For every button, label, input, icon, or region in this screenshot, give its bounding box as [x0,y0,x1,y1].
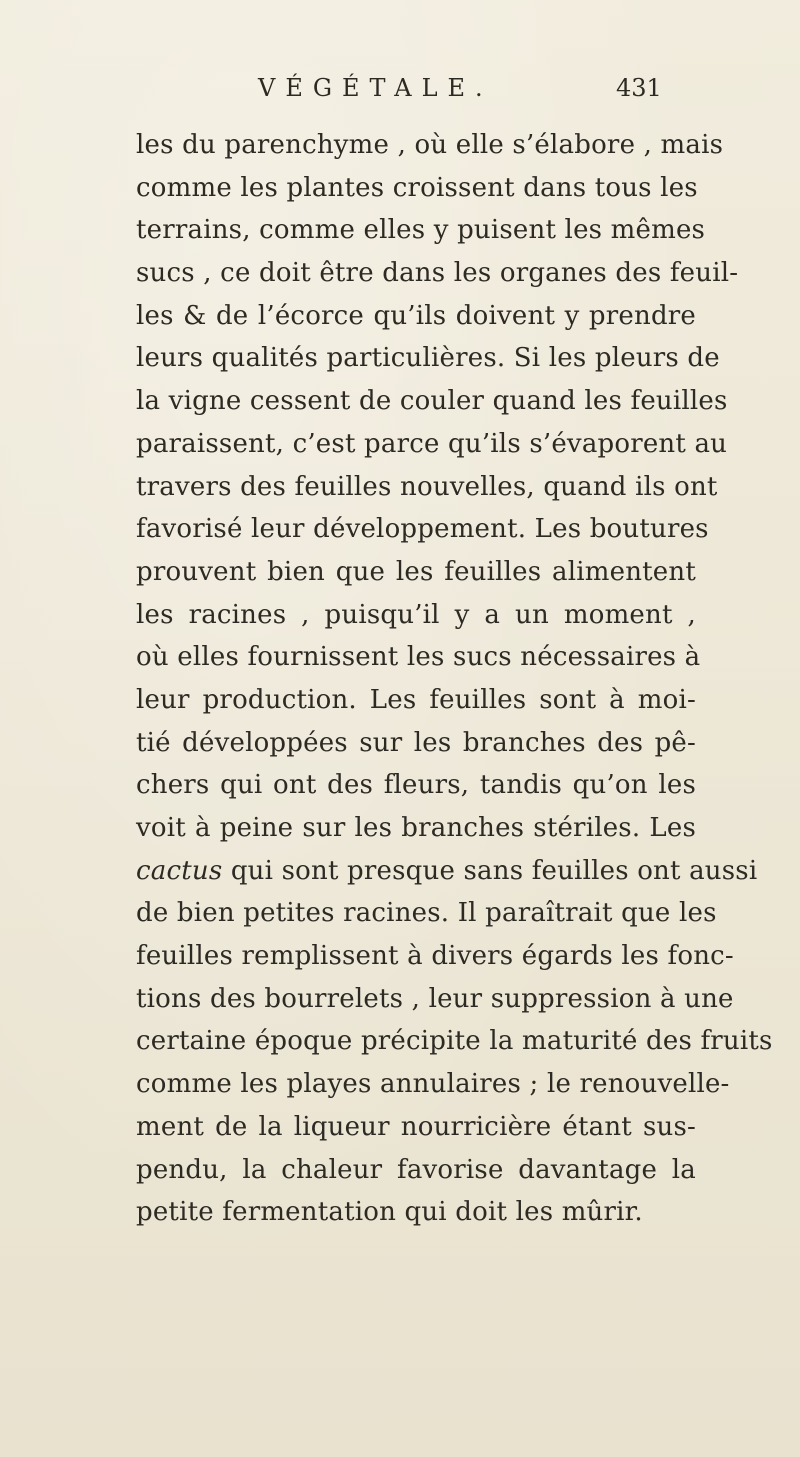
running-title: VÉGÉTALE. [258,74,493,102]
text-line: travers des feuilles nouvelles, quand ils ont [136,471,718,502]
text-line: favorisé leur développement. Les boutures [136,514,709,545]
body-text [136,124,773,1234]
running-head [238,74,662,114]
text-line: les du parenchyme , où elle s’élabore , mais [136,130,724,160]
text-line: sucs , ce doit être dans les organes des feuil- [136,258,739,289]
text-line: où elles fournissent les sucs nécessaires à [136,642,701,673]
text-line: de bien petites racines. Il paraîtrait que les [136,898,717,929]
text-line: tié développées sur les branches des pê- [136,727,696,758]
text-line: comme les plantes croissent dans tous les [136,172,698,203]
page-number: 431 [616,74,662,102]
text-line: feuilles remplissent à divers égards les fonc- [136,941,734,972]
text-line: comme les playes annulaires ; le renouvelle- [136,1069,730,1100]
text-line-rest: qui sont presque sans feuilles ont aussi [222,855,758,886]
text-line: voit à peine sur les branches stériles. Les [136,813,696,843]
text-line: la vigne cessent de couler quand les feuilles [136,386,728,417]
text-line-cactus [136,850,758,893]
text-line: ment de la liqueur nourricière étant sus- [136,1111,696,1142]
text-line: leurs qualités particulières. Si les pleurs de [136,343,720,374]
text-line: les racines , puisqu’il y a un moment , [136,599,696,630]
text-line-last: petite fermentation qui doit les mûrir. [136,1197,643,1228]
italic-word: cactus [136,855,223,886]
text-line: paraissent, c’est parce qu’ils s’évaporent au [136,428,728,459]
text-line: certaine époque précipite la maturité des fruits [136,1026,773,1057]
text-line: leur production. Les feuilles sont à moi- [136,684,696,715]
text-line: tions des bourrelets , leur suppression à une [136,983,734,1014]
text-line: chers qui ont des fleurs, tandis qu’on les [136,770,696,801]
text-line: terrains, comme elles y puisent les mêmes [136,215,706,246]
text-line: pendu, la chaleur favorise davantage la [136,1154,696,1185]
text-line: les & de l’écorce qu’ils doivent y prendre [136,300,696,331]
text-line: prouvent bien que les feuilles alimentent [136,556,696,587]
